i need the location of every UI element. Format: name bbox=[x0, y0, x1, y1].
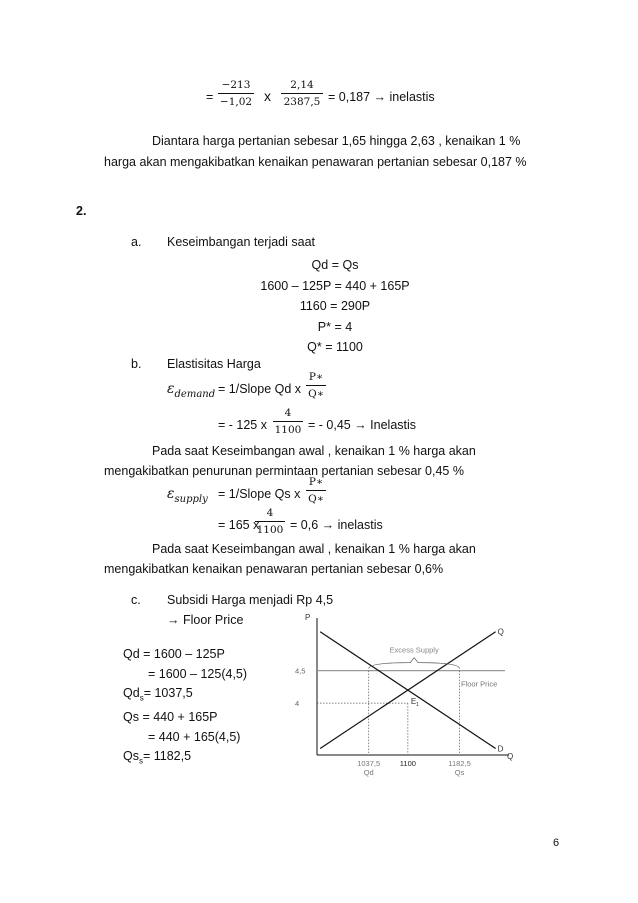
y-axis-label: P bbox=[305, 613, 311, 622]
y-tick-label: 4,5 bbox=[295, 666, 306, 676]
supply-formula: = 1/Slope Qs x bbox=[218, 487, 301, 501]
x-tick-sublabel: Qs bbox=[454, 768, 465, 777]
supply-pq-numerator: P∗ bbox=[308, 476, 324, 488]
demand-calc-result: = - 0,45 → Inelastis bbox=[308, 418, 417, 432]
demand-calc-pre: = - 125 x bbox=[218, 418, 267, 432]
equation-demand-supply: 1600 – 125P = 440 + 165P bbox=[260, 278, 410, 293]
demand-formula: = 1/Slope Qd x bbox=[218, 382, 302, 396]
top-paragraph-line-1: Diantara harga pertanian sebesar 1,65 hingga 2,63 , kenaikan 1 % bbox=[152, 134, 521, 148]
excess-supply-label: Excess Supply bbox=[389, 645, 439, 655]
epsilon-demand-symbol: ε bbox=[167, 381, 175, 397]
x-axis-label: Q bbox=[507, 752, 514, 761]
item-c-label: c. bbox=[131, 593, 141, 607]
demand-pq-fraction bbox=[306, 370, 326, 401]
y-tick-label: 4 bbox=[295, 699, 300, 709]
section-2-number: 2. bbox=[76, 204, 87, 218]
fraction-2 bbox=[281, 78, 323, 109]
floor-price-label: Floor Price bbox=[461, 679, 498, 689]
supply-curve-label: Q bbox=[497, 627, 504, 637]
page-number: 6 bbox=[553, 837, 560, 849]
calc-qs-formula: Qs = 440 + 165P bbox=[123, 710, 218, 724]
calc-qss-subscript: s bbox=[138, 756, 143, 766]
calc-qds-result bbox=[123, 684, 247, 708]
fraction-1-denominator: −1,02 bbox=[219, 96, 253, 108]
equilibrium-label: E bbox=[410, 697, 417, 707]
calc-qd-substitution: = 1600 – 125(4,5) bbox=[148, 666, 248, 681]
calc-qss-label: Qs bbox=[123, 749, 139, 763]
item-c-title: Subsidi Harga menjadi Rp 4,5 bbox=[167, 593, 334, 607]
x-tick-label: 1182,5 bbox=[448, 759, 471, 768]
epsilon-supply bbox=[167, 486, 208, 505]
calc-qds-value: = 1037,5 bbox=[143, 686, 193, 700]
equation-q-star: Q* = 1100 bbox=[307, 340, 363, 354]
demand-pq-numerator: P∗ bbox=[308, 371, 324, 383]
supply-pq-fraction bbox=[306, 475, 326, 506]
subsidy-calculations bbox=[123, 645, 247, 771]
demand-paragraph-line-1: Pada saat Keseimbangan awal , kenaikan 1 % harga akan bbox=[152, 444, 476, 458]
times-sign: x bbox=[264, 88, 271, 104]
supply-value-fraction bbox=[255, 506, 285, 537]
x-tick-label: 1037,5 bbox=[357, 759, 381, 768]
x-tick-label: 1100 bbox=[399, 759, 416, 768]
equation-simplified: 1160 = 290P bbox=[299, 299, 371, 313]
calc-qss-result bbox=[123, 747, 247, 771]
epsilon-demand-subscript: demand bbox=[174, 388, 216, 400]
demand-value-fraction bbox=[273, 406, 303, 437]
calc-qds-label: Qd bbox=[123, 686, 140, 700]
equals-sign: = bbox=[206, 90, 214, 104]
epsilon-supply-symbol: ε bbox=[167, 486, 175, 502]
calc-qs-substitution: = 440 + 165(4,5) bbox=[148, 729, 241, 744]
item-b-label: b. bbox=[131, 357, 142, 371]
top-paragraph-line-2: harga akan mengakibatkan kenaikan penawaran pertanian sebesar 0,187 % bbox=[104, 155, 527, 169]
item-c-subtitle: → Floor Price bbox=[167, 613, 244, 627]
fraction-2-denominator: 2387,5 bbox=[283, 96, 321, 108]
equilibrium-label-subscript: 1 bbox=[415, 702, 419, 709]
fraction-1 bbox=[218, 78, 254, 109]
floor-price-chart bbox=[280, 612, 530, 792]
equilibrium-equations bbox=[200, 255, 470, 358]
item-a-label: a. bbox=[131, 235, 142, 249]
fraction-1-numerator: −213 bbox=[221, 79, 251, 91]
demand-value-numerator: 4 bbox=[284, 407, 292, 419]
supply-calc-result: = 0,6 → inelastis bbox=[290, 518, 383, 532]
calc-qds-subscript: s bbox=[139, 693, 144, 703]
excess-supply-bracket bbox=[369, 658, 460, 669]
supply-pq-denominator: Q∗ bbox=[308, 493, 324, 505]
equation-p-star: P* = 4 bbox=[317, 319, 353, 334]
x-tick-sublabel: Qd bbox=[363, 768, 374, 777]
supply-paragraph-line-1: Pada saat Keseimbangan awal , kenaikan 1 % harga akan bbox=[152, 542, 476, 556]
top-result: = 0,187 → inelastis bbox=[328, 90, 435, 104]
equation-qd-equals-qs: Qd = Qs bbox=[311, 258, 359, 272]
demand-curve-label: D bbox=[497, 744, 504, 754]
demand-value-denominator: 1100 bbox=[274, 424, 302, 436]
item-a-title: Keseimbangan terjadi saat bbox=[167, 235, 316, 249]
epsilon-demand bbox=[167, 381, 215, 400]
supply-calc-pre: = 165 x bbox=[218, 518, 260, 532]
epsilon-supply-subscript: supply bbox=[174, 493, 208, 505]
demand-paragraph-line-2: mengakibatkan penurunan permintaan pertanian sebesar 0,45 % bbox=[104, 464, 464, 478]
supply-value-denominator: 1100 bbox=[256, 524, 284, 536]
calc-qd-formula: Qd = 1600 – 125P bbox=[123, 647, 225, 661]
supply-paragraph-line-2: mengakibatkan kenaikan penawaran pertanian sebesar 0,6% bbox=[104, 562, 444, 576]
calc-qss-value: = 1182,5 bbox=[142, 749, 192, 763]
supply-value-numerator: 4 bbox=[266, 507, 274, 519]
demand-pq-denominator: Q∗ bbox=[308, 388, 324, 400]
fraction-2-numerator: 2,14 bbox=[290, 79, 314, 91]
item-b-title: Elastisitas Harga bbox=[167, 357, 261, 371]
